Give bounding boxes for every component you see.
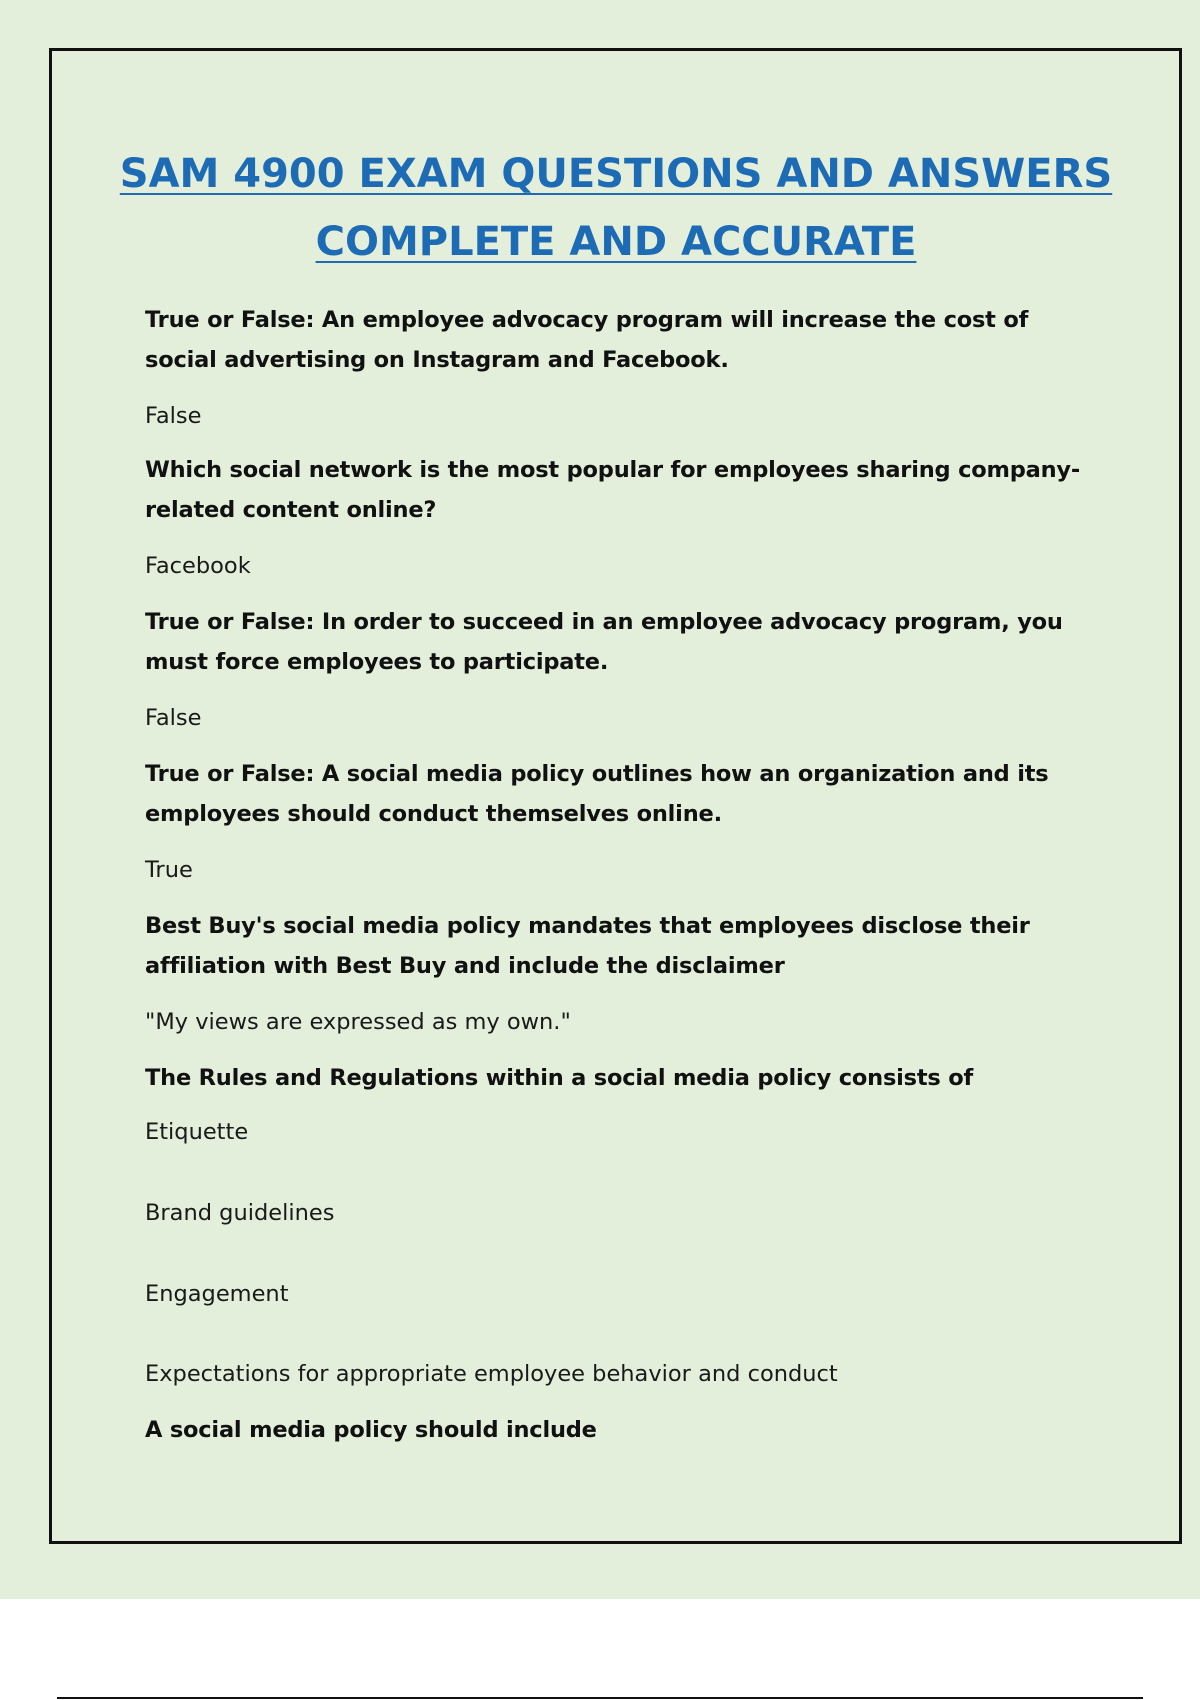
question-text: The Rules and Regulations within a social media policy consists of: [145, 1065, 974, 1091]
answer-text: Facebook: [145, 553, 251, 579]
answer-text: False: [145, 403, 202, 429]
question-text: True or False: A social media policy outlines how an organization and its employees should conduct themselves online.: [145, 761, 1049, 827]
answer-text: "My views are expressed as my own.": [145, 1009, 571, 1035]
qa-item: [145, 1058, 1085, 1394]
title-line-1: SAM 4900 EXAM QUESTIONS AND ANSWERS: [119, 151, 1113, 197]
question-text: True or False: In order to succeed in an employee advocacy program, you must force employees to participate.: [145, 609, 1063, 675]
qa-item: [145, 300, 1085, 436]
document-title: [100, 140, 1132, 276]
answer-text: False: [145, 705, 202, 731]
question-text: A social media policy should include: [145, 1417, 597, 1443]
qa-item: [145, 450, 1085, 586]
question-text: Which social network is the most popular for employees sharing company-related content online?: [145, 457, 1081, 523]
answer-text: True: [145, 857, 193, 883]
qa-item: [145, 754, 1085, 890]
question-text: True or False: An employee advocacy program will increase the cost of social advertising on Instagram and Facebook.: [145, 307, 1029, 373]
footer-divider: [57, 1697, 1143, 1699]
qa-item: [145, 906, 1085, 1042]
answer-text: Brand guidelines: [145, 1200, 335, 1226]
answer-text: Expectations for appropriate employee behavior and conduct: [145, 1361, 838, 1387]
qa-item: [145, 602, 1085, 738]
title-line-2: COMPLETE AND ACCURATE: [315, 219, 917, 265]
qa-item: [145, 1410, 1085, 1450]
question-text: Best Buy's social media policy mandates that employees disclose their affiliation with Best Buy and include the disclaimer: [145, 913, 1030, 979]
answer-text: Etiquette: [145, 1119, 249, 1145]
answer-text: Engagement: [145, 1281, 289, 1307]
